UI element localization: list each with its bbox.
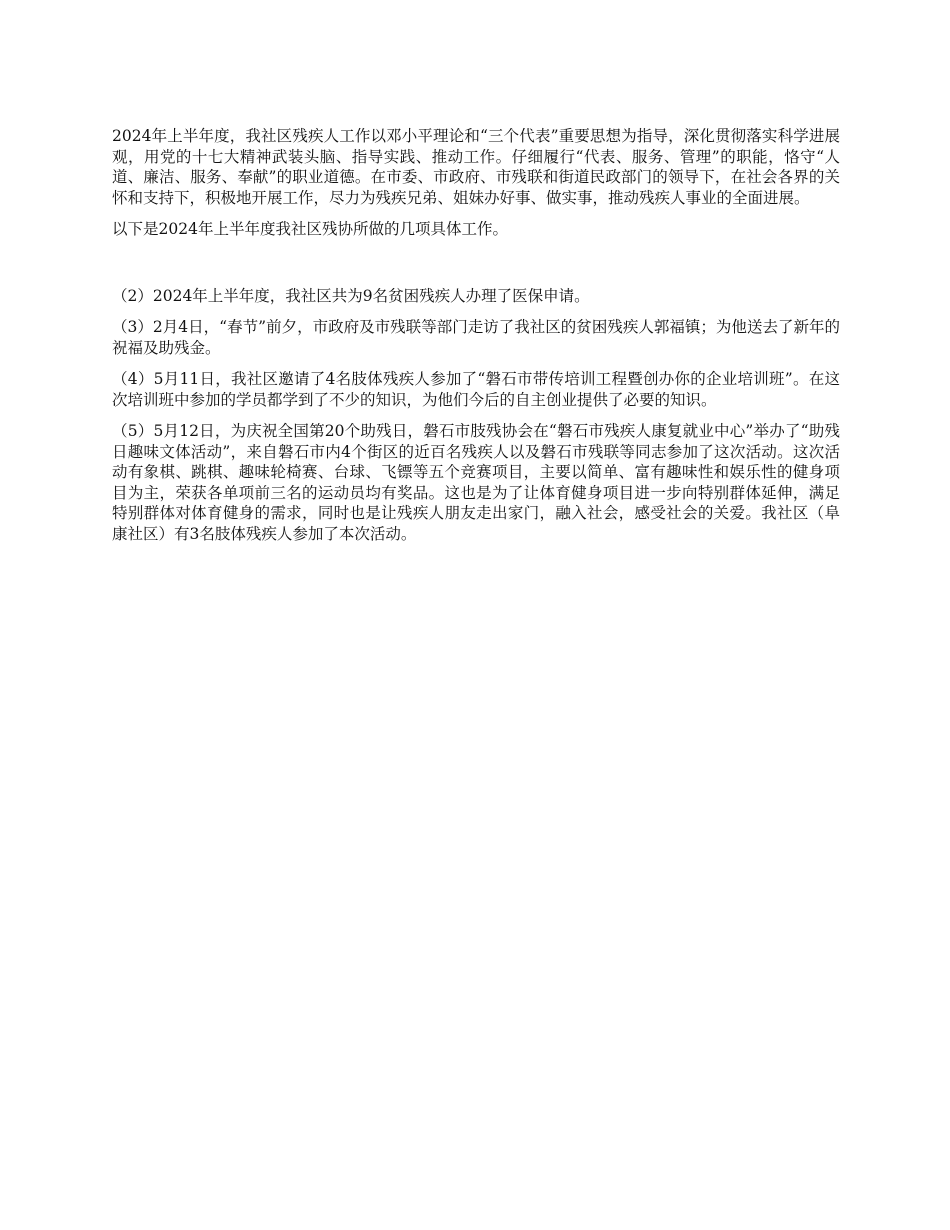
intro-paragraph: 2024年上半年度，我社区残疾人工作以邓小平理论和“三个代表”重要思想为指导，深化贯彻落实科学进展观，用党的十七大精神武装头脑、指导实践、推动工作。仔细履行“代表、服务、管理”的职能，恪守“人道、廉洁、服务、奉献”的职业道德。在市委、市政府、市残联和街道民政部门的领导下，在社会各界的关怀和支持下，积极地开展工作，尽力为残疾兄弟、姐妹办好事、做实事，推动残疾人事业的全面进展。 bbox=[112, 127, 840, 207]
item-3-paragraph: （3）2月4日，“春节”前夕，市政府及市残联等部门走访了我社区的贫困残疾人郭福镇；为他送去了新年的祝福及助残金。 bbox=[112, 318, 840, 357]
document-body bbox=[112, 126, 840, 555]
item-5-paragraph: （5）5月12日，为庆祝全国第20个助残日，磐石市肢残协会在“磐石市残疾人康复就业中心”举办了“助残日趣味文体活动”，来自磐石市内4个街区的近百名残疾人以及磐石市残联等同志参加了这次活动。这次活动有象棋、跳棋、趣味轮椅赛、台球、飞镖等五个竞赛项目，主要以简单、富有趣味性和娱乐性的健身项目为主，荣获各单项前三名的运动员均有奖品。这也是为了让体育健身项目进一步向特别群体延伸，满足特别群体对体育健身的需求，同时也是让残疾人朋友走出家门，融入社会，感受社会的关爱。我社区（阜康社区）有3名肢体残疾人参加了本次活动。 bbox=[112, 422, 840, 543]
summary-lead-paragraph: 以下是2024年上半年度我社区残协所做的几项具体工作。 bbox=[112, 220, 508, 238]
item-4-paragraph: （4）5月11日，我社区邀请了4名肢体残疾人参加了“磐石市带传培训工程暨创办你的企业培训班”。在这次培训班中参加的学员都学到了不少的知识，为他们今后的自主创业提供了必要的知识。 bbox=[112, 370, 840, 409]
item-2-paragraph: （2）2024年上半年度，我社区共为9名贫困残疾人办理了医保申请。 bbox=[112, 286, 590, 305]
